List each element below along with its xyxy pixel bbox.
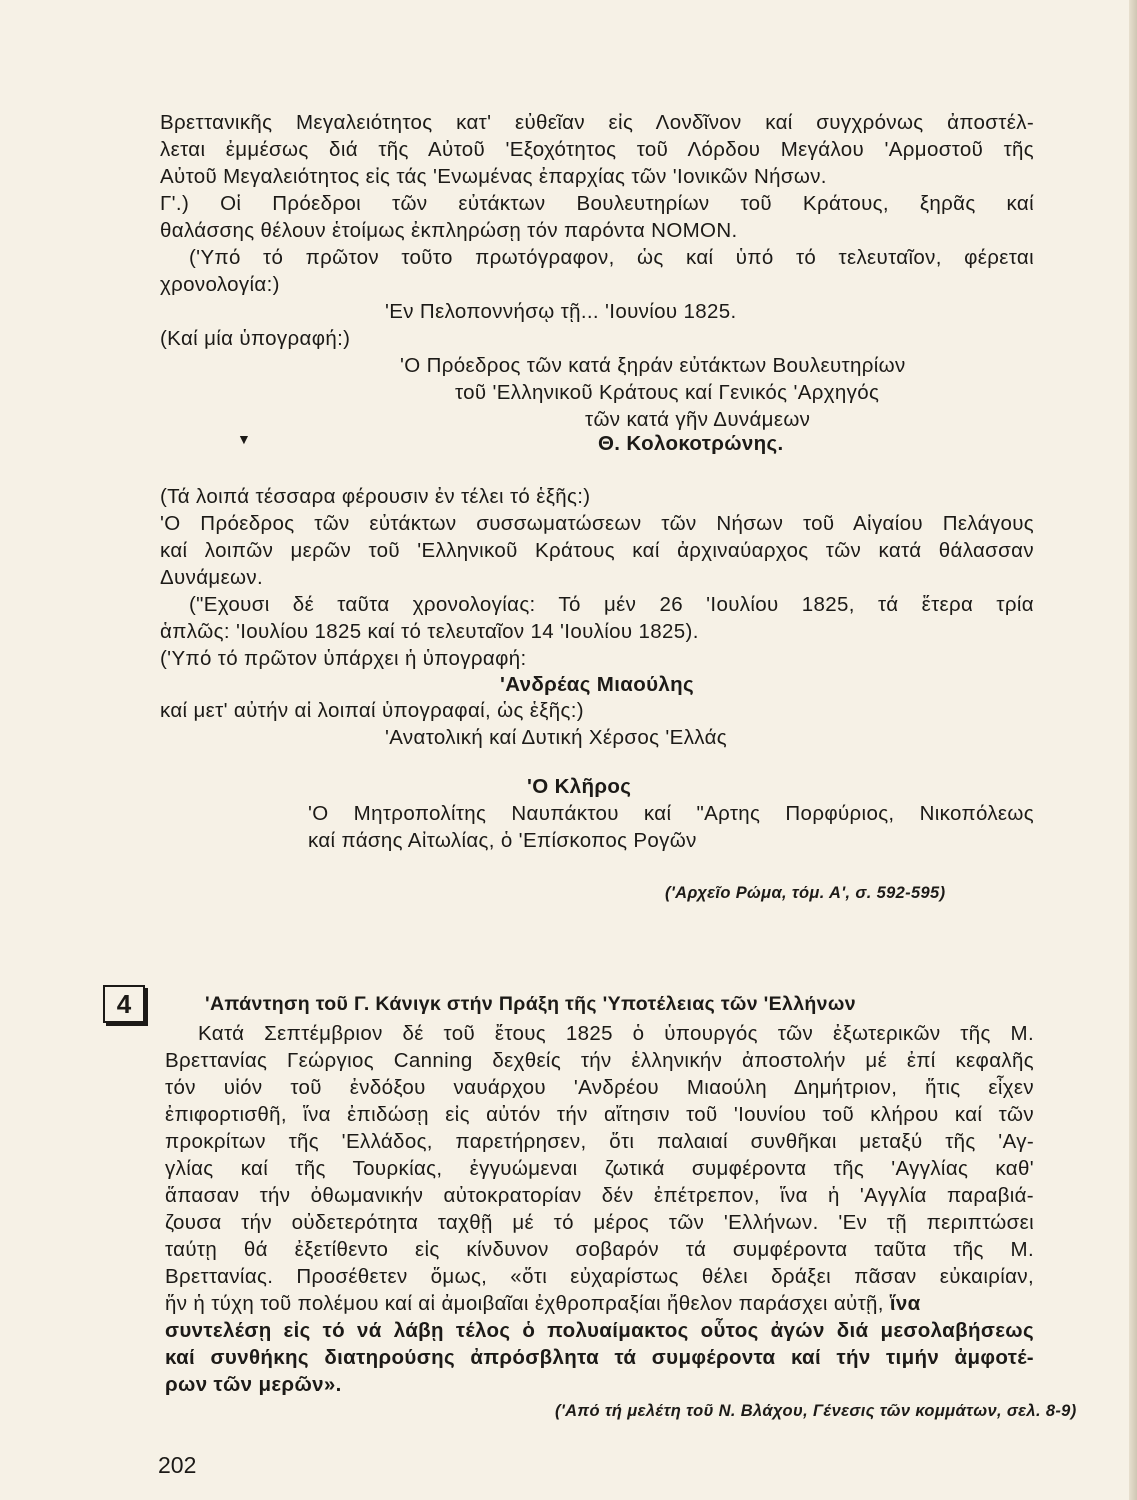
source-citation: ('Από τή μελέτη τοῦ Ν. Βλάχου, Γένεσις τῶν κομμάτων, σελ. 8-9) bbox=[555, 1402, 1077, 1420]
text-line: Δυνάμεων. bbox=[160, 566, 264, 589]
date-line: 'Εν Πελοποννήσῳ τῇ... 'Ιουνίου 1825. bbox=[385, 300, 737, 323]
text-line: ἥν ἡ τύχη τοῦ πολέμου καί αἱ ἀμοιβαῖαι ἐχθροπραξίαι ἤθελον παράσχει αὐτῇ, ἵνα bbox=[165, 1292, 921, 1315]
text-line: καί συνθήκης διατηρούσης ἀπρόσβλητα τά συμφέροντα καί τήν τιμήν ἀμφοτέ- bbox=[165, 1346, 1034, 1369]
page-number: 202 bbox=[158, 1452, 197, 1478]
signature-name: 'Ανδρέας Μιαούλης bbox=[500, 673, 695, 696]
text-line: συντελέσῃ εἰς τό νά λάβῃ τέλος ὁ πολυαίμακτος οὗτος ἀγών διά μεσολαβήσεως bbox=[165, 1319, 1034, 1342]
text-line: Αὐτοῦ Μεγαλειότητος εἰς τάς 'Ενωμένας ἐπαρχίας τῶν 'Ιονικῶν Νήσων. bbox=[160, 165, 827, 188]
text-line: θαλάσσης θέλουν ἑτοίμως ἐκπληρώσῃ τόν παρόντα ΝΟΜΟΝ. bbox=[160, 219, 738, 242]
ink-mark: ▼ bbox=[237, 431, 251, 447]
signature-title: 'Ο Πρόεδρος τῶν κατά ξηράν εὐτάκτων Βουλευτηρίων bbox=[400, 354, 906, 377]
signature-name: Θ. Κολοκοτρώνης. bbox=[598, 432, 784, 455]
signature-title: τῶν κατά γῆν Δυνάμεων bbox=[585, 408, 811, 431]
text-line: λεται ἐμμέσως διά τῆς Αὐτοῦ 'Εξοχότητος τοῦ Λόρδου Μεγάλου 'Αρμοστοῦ τῆς bbox=[160, 138, 1034, 161]
text-line: (Καί μία ὑπογραφή:) bbox=[160, 327, 351, 350]
text-line: ταύτῃ θά ἐξετίθεντο εἰς κίνδυνον σοβαρόν τά συμφέροντα ταῦτα τῆς Μ. bbox=[165, 1238, 1034, 1261]
text-line: ἐπιφορτισθῆ, ἵνα ἐπιδώσῃ εἰς αὐτόν τήν αἴτησιν τοῦ 'Ιουνίου τοῦ κλήρου καί τῶν bbox=[165, 1103, 1034, 1126]
text-line: 'Ο Πρόεδρος τῶν εὐτάκτων συσσωματώσεων τῶν Νήσων τοῦ Αἰγαίου Πελάγους bbox=[160, 512, 1034, 535]
page-edge bbox=[1129, 0, 1137, 1500]
text-line: Κατά Σεπτέμβριον δέ τοῦ ἔτους 1825 ὁ ὑπουργός τῶν ἐξωτερικῶν τῆς Μ. bbox=[198, 1022, 1034, 1045]
text-line: ('Υπό τό πρῶτον τοῦτο πρωτόγραφον, ὡς καί ὑπό τό τελευταῖον, φέρεται bbox=[189, 246, 1034, 269]
text-line: ρων τῶν μερῶν». bbox=[165, 1373, 342, 1396]
document-number: 4 bbox=[103, 985, 145, 1023]
source-citation: ('Αρχεῖο Ρώμα, τόμ. Α', σ. 592-595) bbox=[665, 884, 946, 902]
clergy-heading: 'Ο Κλῆρος bbox=[527, 775, 632, 798]
text-line: καί πάσης Αἰτωλίας, ὁ 'Επίσκοπος Ρογῶν bbox=[308, 829, 697, 852]
text-line: 'Ο Μητροπολίτης Ναυπάκτου καί "Αρτης Πορφύριος, Νικοπόλεως bbox=[308, 802, 1034, 825]
text-line: καί μετ' αὐτήν αἱ λοιπαί ὑπογραφαί, ὡς ἑξῆς:) bbox=[160, 699, 584, 722]
text-line: ἅπασαν τήν ὀθωμανικήν αὐτοκρατορίαν δέν ἐπέτρεπον, ἵνα ἡ 'Αγγλία παραβιά- bbox=[165, 1184, 1034, 1207]
region-heading: 'Ανατολική καί Δυτική Χέρσος 'Ελλάς bbox=[385, 726, 728, 749]
text-line: ('Υπό τό πρῶτον ὑπάρχει ἡ ὑπογραφή: bbox=[160, 647, 527, 670]
text-line: ἁπλῶς: 'Ιουλίου 1825 καί τό τελευταῖον 14 'Ιουλίου 1825). bbox=[160, 620, 699, 643]
text-line: (Τά λοιπά τέσσαρα φέρουσιν ἐν τέλει τό ἑξῆς:) bbox=[160, 485, 591, 508]
text-line: Βρεττανικῆς Μεγαλειότητος κατ' εὐθεῖαν εἰς Λονδῖνον καί συγχρόνως ἀποστέλ- bbox=[160, 111, 1034, 134]
text-line: Βρεττανίας. Προσέθετεν ὅμως, «ὅτι εὐχαρίστως θέλει δράξει πᾶσαν εὐκαιρίαν, bbox=[165, 1265, 1034, 1288]
signature-title: τοῦ 'Ελληνικοῦ Κράτους καί Γενικός 'Αρχηγός bbox=[455, 381, 880, 404]
text-line: τόν υἱόν τοῦ ἐνδόξου ναυάρχου 'Ανδρέου Μιαούλη Δημήτριον, ἥτις εἶχεν bbox=[165, 1076, 1034, 1099]
text-line: προκρίτων τῆς 'Ελλάδος, παρετήρησεν, ὅτι παλαιαί συνθῆκαι μεταξύ τῆς 'Αγ- bbox=[165, 1130, 1034, 1153]
text-line: καί λοιπῶν μερῶν τοῦ 'Ελληνικοῦ Κράτους καί ἀρχιναύαρχος τῶν κατά θάλασσαν bbox=[160, 539, 1034, 562]
text-line: Βρεττανίας Γεώργιος Canning δεχθείς τήν ἑλληνικήν ἀποστολήν μέ ἐπί κεφαλῆς bbox=[165, 1049, 1034, 1072]
text-line: γλίας καί τῆς Τουρκίας, ἐγγυώμεναι ζωτικά συμφέροντα τῆς 'Αγγλίας καθ' bbox=[165, 1157, 1034, 1180]
text-line: ("Εχουσι δέ ταῦτα χρονολογίας: Τό μέν 26 'Ιουλίου 1825, τά ἕτερα τρία bbox=[189, 593, 1034, 616]
text-line: Γ'.) Οἱ Πρόεδροι τῶν εὐτάκτων Βουλευτηρίων τοῦ Κράτους, ξηρᾶς καί bbox=[160, 192, 1034, 215]
text-line: χρονολογία:) bbox=[160, 273, 280, 296]
section-title: 'Απάντηση τοῦ Γ. Κάνιγκ στήν Πράξη τῆς 'Υποτέλειας τῶν 'Ελλήνων bbox=[205, 993, 856, 1015]
text-line: ζουσα τήν οὐδετερότητα ταχθῇ μέ τό μέρος τῶν 'Ελλήνων. 'Εν τῇ περιπτώσει bbox=[165, 1211, 1034, 1234]
